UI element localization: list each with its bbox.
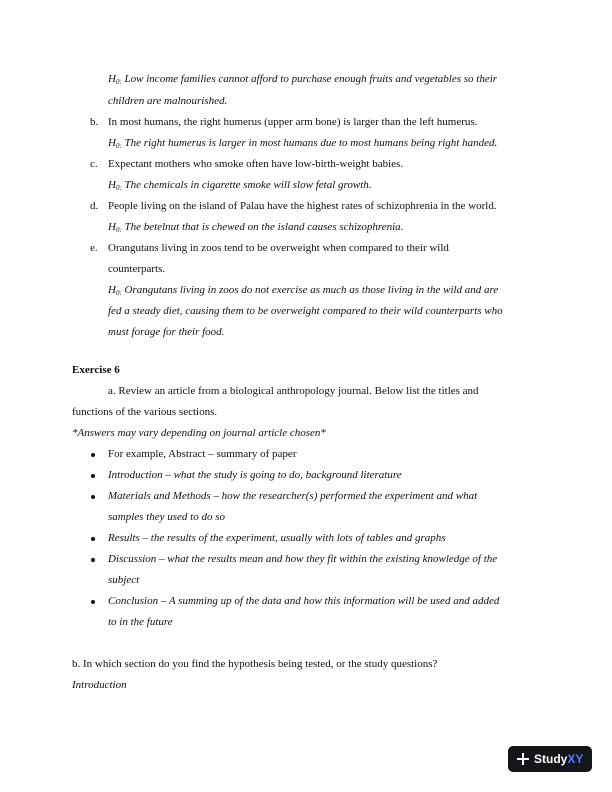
statement-c: Expectant mothers who smoke often have low-birth-weight babies. <box>108 158 404 170</box>
answer-b: Introduction <box>72 679 127 691</box>
bullet-dot <box>91 453 95 457</box>
bullet-materials-line-2: samples they used to do so <box>108 511 226 523</box>
list-marker-d: d. <box>90 200 99 212</box>
question-b: b. In which section do you find the hypothesis being tested, or the study questions? <box>72 658 438 670</box>
hypothesis-d: $H_{0:}$ The betelnut that is chewed on the island causes schizophrenia. <box>108 221 404 234</box>
bullet-dot <box>91 558 95 562</box>
h0-label: H <box>108 73 116 85</box>
list-marker-e: e. <box>90 242 98 254</box>
bullet-introduction: Introduction – what the study is going to do, background literature <box>108 469 402 481</box>
statement-e-line-1: Orangutans living in zoos tend to be overweight when compared to their wild <box>108 242 449 254</box>
hypothesis-a-line-2: children are malnourished. <box>108 95 228 107</box>
hypothesis-a-line-1: $H_{0:}$ Low income families cannot afford to purchase enough fruits and vegetables so their <box>108 73 498 86</box>
logo-text-xy: XY <box>567 752 584 766</box>
h0-subscript: 0: <box>115 78 122 86</box>
hypothesis-c: $H_{0:}$ The chemicals in cigarette smoke will slow fetal growth. <box>108 179 372 192</box>
bullet-dot <box>91 600 95 604</box>
studyxy-logo[interactable] <box>508 746 592 772</box>
hypothesis-e-line-2: fed a steady diet, causing them to be overweight compared to their wild counterparts who <box>108 305 503 317</box>
list-marker-c: c. <box>90 158 98 170</box>
bullet-discussion-line-1: Discussion – what the results mean and how they fit within the existing knowledge of the <box>108 553 498 565</box>
bullet-results: Results – the results of the experiment, usually with lots of tables and graphs <box>108 532 446 544</box>
statement-d: People living on the island of Palau have the highest rates of schizophrenia in the world. <box>108 200 497 212</box>
exercise-6-heading: Exercise 6 <box>72 364 120 376</box>
exercise-6-note: *Answers may vary depending on journal article chosen* <box>72 427 326 439</box>
bullet-dot <box>91 537 95 541</box>
bullet-conclusion-line-1: Conclusion – A summing up of the data and how this information will be used and added <box>108 595 500 607</box>
statement-b: In most humans, the right humerus (upper arm bone) is larger than the left humerus. <box>108 116 478 128</box>
logo-text-study: Study <box>534 752 568 766</box>
bullet-dot <box>91 474 95 478</box>
bullet-discussion-line-2: subject <box>108 574 140 586</box>
bullet-materials-line-1: Materials and Methods – how the researcher(s) performed the experiment and what <box>108 490 478 502</box>
exercise-6-intro-line-2: functions of the various sections. <box>72 406 218 418</box>
bullet-abstract: For example, Abstract – summary of paper <box>108 448 297 460</box>
exercise-6-intro-line-1: a. Review an article from a biological anthropology journal. Below list the titles and <box>108 385 479 397</box>
bullet-dot <box>91 495 95 499</box>
hypothesis-b: $H_{0:}$ The right humerus is larger in most humans due to most humans being right handed. <box>108 137 498 150</box>
plus-icon <box>517 753 529 765</box>
hypothesis-e-line-1: $H_{0:}$ Orangutans living in zoos do not exercise as much as those living in the wild and are <box>108 284 499 297</box>
hypothesis-e-line-3: must forage for their food. <box>108 326 225 338</box>
list-marker-b: b. <box>90 116 99 128</box>
statement-e-line-2: counterparts. <box>108 263 166 275</box>
bullet-conclusion-line-2: to in the future <box>108 616 173 628</box>
